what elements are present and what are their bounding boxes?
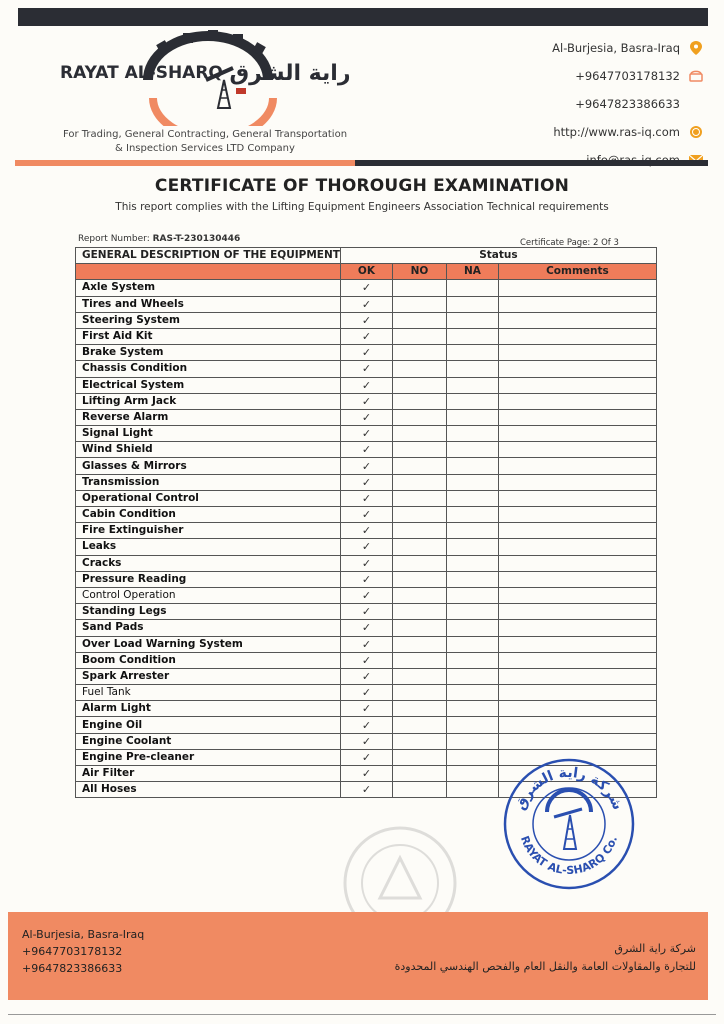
status-cell-na [446, 636, 498, 652]
status-cell-no [392, 458, 446, 474]
status-cell-no [392, 652, 446, 668]
table-row [76, 717, 657, 733]
status-cell-no [392, 507, 446, 523]
status-cell-ok: ✓ [340, 377, 392, 393]
table-row [76, 296, 657, 312]
status-cell-na [446, 782, 498, 798]
footer-phone-1: +9647703178132 [22, 945, 123, 958]
equipment-item-name: Brake System [76, 345, 341, 361]
status-cell-ok: ✓ [340, 766, 392, 782]
table-row [76, 442, 657, 458]
status-cell-no [392, 636, 446, 652]
status-cell-no [392, 604, 446, 620]
tagline-line-2: & Inspection Services LTD Company [115, 143, 295, 154]
status-cell-ok: ✓ [340, 571, 392, 587]
status-cell-comments [498, 604, 656, 620]
status-cell-na [446, 280, 498, 296]
contact-phone-1 [484, 62, 704, 90]
equipment-item-name: Boom Condition [76, 652, 341, 668]
status-cell-comments [498, 361, 656, 377]
status-cell-na [446, 652, 498, 668]
status-cell-na [446, 458, 498, 474]
report-number-value: RAS-T-230130446 [152, 234, 241, 244]
status-cell-no [392, 280, 446, 296]
equipment-item-name: Chassis Condition [76, 361, 341, 377]
status-cell-ok: ✓ [340, 442, 392, 458]
status-cell-na [446, 555, 498, 571]
status-cell-comments [498, 523, 656, 539]
status-cell-comments [498, 409, 656, 425]
equipment-item-name: Lifting Arm Jack [76, 393, 341, 409]
table-row [76, 312, 657, 328]
status-cell-na [446, 490, 498, 506]
status-cell-no [392, 523, 446, 539]
equipment-item-name: Alarm Light [76, 701, 341, 717]
table-body [76, 280, 657, 798]
header-divider-orange [15, 160, 355, 166]
status-cell-no [392, 749, 446, 765]
status-cell-na [446, 701, 498, 717]
table-row [76, 328, 657, 344]
status-cell-ok: ✓ [340, 782, 392, 798]
status-cell-na [446, 474, 498, 490]
status-cell-comments [498, 701, 656, 717]
footer-company-ar [395, 940, 696, 976]
equipment-item-name: All Hoses [76, 782, 341, 798]
equipment-item-name: Standing Legs [76, 604, 341, 620]
status-cell-na [446, 409, 498, 425]
status-cell-na [446, 328, 498, 344]
page-footer [8, 912, 708, 1000]
status-cell-comments [498, 733, 656, 749]
status-cell-no [392, 490, 446, 506]
column-comments: Comments [498, 264, 656, 280]
footer-phone-2: +9647823386633 [22, 962, 123, 975]
status-cell-no [392, 345, 446, 361]
status-cell-ok: ✓ [340, 507, 392, 523]
phone-1-text: +9647703178132 [575, 69, 680, 83]
status-cell-no [392, 555, 446, 571]
equipment-item-name: Signal Light [76, 426, 341, 442]
status-cell-no [392, 296, 446, 312]
column-na: NA [446, 264, 498, 280]
table-row [76, 393, 657, 409]
status-cell-no [392, 539, 446, 555]
equipment-item-name: Wind Shield [76, 442, 341, 458]
table-row [76, 733, 657, 749]
status-cell-ok: ✓ [340, 539, 392, 555]
status-cell-ok: ✓ [340, 490, 392, 506]
status-cell-ok: ✓ [340, 409, 392, 425]
status-cell-no [392, 409, 446, 425]
status-cell-na [446, 571, 498, 587]
header-divider-dark [355, 160, 708, 166]
table-row [76, 345, 657, 361]
status-cell-ok: ✓ [340, 587, 392, 603]
status-cell-ok: ✓ [340, 733, 392, 749]
status-cell-comments [498, 458, 656, 474]
inspection-table [75, 247, 657, 798]
table-row [76, 604, 657, 620]
address-text: Al-Burjesia, Basra-Iraq [552, 41, 680, 55]
status-cell-no [392, 701, 446, 717]
status-cell-no [392, 620, 446, 636]
status-cell-comments [498, 652, 656, 668]
status-cell-ok: ✓ [340, 458, 392, 474]
table-row [76, 685, 657, 701]
status-cell-comments [498, 426, 656, 442]
status-cell-comments [498, 668, 656, 684]
status-cell-comments [498, 620, 656, 636]
table-row [76, 426, 657, 442]
equipment-item-name: Sand Pads [76, 620, 341, 636]
status-cell-no [392, 474, 446, 490]
status-cell-ok: ✓ [340, 668, 392, 684]
status-header: Status [340, 248, 656, 264]
location-pin-icon [688, 40, 704, 56]
status-cell-comments [498, 571, 656, 587]
status-cell-na [446, 668, 498, 684]
table-row [76, 636, 657, 652]
contact-block [484, 34, 704, 174]
equipment-item-name: Reverse Alarm [76, 409, 341, 425]
status-cell-comments [498, 587, 656, 603]
status-cell-na [446, 345, 498, 361]
status-cell-comments [498, 328, 656, 344]
equipment-item-name: Pressure Reading [76, 571, 341, 587]
company-tagline [55, 128, 355, 156]
status-cell-ok: ✓ [340, 636, 392, 652]
status-cell-na [446, 733, 498, 749]
status-cell-no [392, 312, 446, 328]
status-cell-na [446, 523, 498, 539]
equipment-item-name: Fire Extinguisher [76, 523, 341, 539]
status-cell-ok: ✓ [340, 328, 392, 344]
status-cell-na [446, 442, 498, 458]
footer-address: Al-Burjesia, Basra-Iraq [22, 928, 145, 941]
status-cell-ok: ✓ [340, 652, 392, 668]
status-cell-no [392, 393, 446, 409]
status-cell-ok: ✓ [340, 717, 392, 733]
equipment-item-name: First Aid Kit [76, 328, 341, 344]
table-row [76, 668, 657, 684]
status-cell-ok: ✓ [340, 296, 392, 312]
stamp-text-en: RAYAT AL-SHARQ Co. [517, 834, 621, 878]
status-cell-na [446, 377, 498, 393]
status-cell-no [392, 571, 446, 587]
equipment-item-name: Electrical System [76, 377, 341, 393]
oil-pump-icon [547, 790, 591, 849]
website-link[interactable]: http://www.ras-iq.com [553, 125, 680, 139]
equipment-item-name: Fuel Tank [76, 685, 341, 701]
status-cell-no [392, 668, 446, 684]
status-cell-ok: ✓ [340, 345, 392, 361]
status-cell-comments [498, 345, 656, 361]
status-cell-comments [498, 636, 656, 652]
status-cell-na [446, 604, 498, 620]
status-cell-no [392, 328, 446, 344]
table-row [76, 458, 657, 474]
equipment-item-name: Steering System [76, 312, 341, 328]
status-cell-comments [498, 393, 656, 409]
equipment-item-name: Spark Arrester [76, 668, 341, 684]
status-cell-na [446, 749, 498, 765]
equipment-item-name: Over Load Warning System [76, 636, 341, 652]
column-no: NO [392, 264, 446, 280]
status-cell-no [392, 587, 446, 603]
company-stamp [502, 757, 636, 891]
svg-text:RAYAT AL-SHARQ Co. [518, 834, 620, 877]
phone-icon [688, 68, 704, 84]
table-row [76, 539, 657, 555]
brand-name-ar: راية الشرق [229, 61, 351, 86]
company-logo [58, 28, 358, 126]
status-cell-na [446, 296, 498, 312]
document-title: CERTIFICATE OF THOROUGH EXAMINATION [154, 176, 570, 196]
equipment-item-name: Operational Control [76, 490, 341, 506]
contact-website[interactable] [484, 118, 704, 146]
phone-2-text: +9647823386633 [575, 97, 680, 111]
table-row [76, 361, 657, 377]
status-cell-no [392, 685, 446, 701]
status-cell-comments [498, 296, 656, 312]
status-cell-no [392, 426, 446, 442]
equipment-item-name: Engine Oil [76, 717, 341, 733]
status-cell-no [392, 717, 446, 733]
table-row [76, 587, 657, 603]
table-row [76, 701, 657, 717]
equipment-item-name: Axle System [76, 280, 341, 296]
status-cell-na [446, 507, 498, 523]
status-cell-comments [498, 685, 656, 701]
report-number-label: Report Number: [78, 234, 150, 244]
table-row [76, 280, 657, 296]
contact-phone-2 [484, 90, 704, 118]
equipment-item-name: Transmission [76, 474, 341, 490]
status-cell-comments [498, 507, 656, 523]
report-number [78, 234, 240, 244]
equipment-item-name: Engine Pre-cleaner [76, 749, 341, 765]
status-cell-ok: ✓ [340, 749, 392, 765]
footer-company-name-ar: شركة راية الشرق [614, 942, 696, 955]
status-cell-no [392, 361, 446, 377]
equipment-item-name: Glasses & Mirrors [76, 458, 341, 474]
status-cell-ok: ✓ [340, 474, 392, 490]
equipment-item-name: Cabin Condition [76, 507, 341, 523]
equipment-item-name: Tires and Wheels [76, 296, 341, 312]
status-cell-na [446, 620, 498, 636]
status-cell-no [392, 442, 446, 458]
status-cell-ok: ✓ [340, 280, 392, 296]
status-cell-ok: ✓ [340, 685, 392, 701]
table-row [76, 507, 657, 523]
table-row [76, 377, 657, 393]
tagline-line-1: For Trading, General Contracting, General Transportation [62, 129, 348, 140]
status-cell-na [446, 426, 498, 442]
status-cell-no [392, 782, 446, 798]
table-row [76, 490, 657, 506]
table-row [76, 571, 657, 587]
status-cell-comments [498, 280, 656, 296]
status-cell-no [392, 733, 446, 749]
column-ok: OK [340, 264, 392, 280]
status-cell-no [392, 766, 446, 782]
bottom-line [8, 1014, 716, 1015]
description-header: GENERAL DESCRIPTION OF THE EQUIPMENT [76, 248, 341, 264]
globe-icon [688, 124, 704, 140]
status-cell-ok: ✓ [340, 426, 392, 442]
status-cell-comments [498, 377, 656, 393]
equipment-item-name: Air Filter [76, 766, 341, 782]
footer-description-ar: للتجارة والمقاولات العامة والنقل العام والفحص الهندسي المحدودة [394, 960, 696, 973]
description-subheader [76, 264, 341, 280]
top-header-bar [18, 8, 708, 26]
status-cell-comments [498, 717, 656, 733]
table-row [76, 474, 657, 490]
contact-address [484, 34, 704, 62]
status-cell-ok: ✓ [340, 523, 392, 539]
table-row [76, 555, 657, 571]
status-cell-na [446, 685, 498, 701]
status-cell-comments [498, 474, 656, 490]
document-subtitle: This report complies with the Lifting Equipment Engineers Association Technical requirements [115, 201, 609, 213]
status-cell-na [446, 539, 498, 555]
table-row [76, 652, 657, 668]
status-cell-na [446, 361, 498, 377]
status-cell-ok: ✓ [340, 312, 392, 328]
equipment-item-name: Cracks [76, 555, 341, 571]
status-cell-comments [498, 490, 656, 506]
brand-name-en: RAYAT AL-SHARQ [60, 63, 223, 83]
status-cell-comments [498, 442, 656, 458]
status-cell-ok: ✓ [340, 361, 392, 377]
stamp-text-ar: شركة راية الشرق [512, 764, 626, 813]
status-cell-ok: ✓ [340, 393, 392, 409]
table-row [76, 409, 657, 425]
status-cell-comments [498, 539, 656, 555]
status-cell-ok: ✓ [340, 555, 392, 571]
table-row [76, 523, 657, 539]
status-cell-no [392, 377, 446, 393]
status-cell-comments [498, 312, 656, 328]
status-cell-ok: ✓ [340, 620, 392, 636]
status-cell-comments [498, 555, 656, 571]
status-cell-na [446, 393, 498, 409]
status-cell-ok: ✓ [340, 701, 392, 717]
footer-contact [22, 926, 144, 977]
equipment-item-name: Engine Coolant [76, 733, 341, 749]
status-cell-na [446, 766, 498, 782]
status-cell-na [446, 587, 498, 603]
status-cell-ok: ✓ [340, 604, 392, 620]
status-cell-na [446, 717, 498, 733]
status-cell-na [446, 312, 498, 328]
equipment-item-name: Control Operation [76, 587, 341, 603]
equipment-item-name: Leaks [76, 539, 341, 555]
table-row [76, 620, 657, 636]
certificate-page: Certificate Page: 2 Of 3 [520, 238, 619, 248]
